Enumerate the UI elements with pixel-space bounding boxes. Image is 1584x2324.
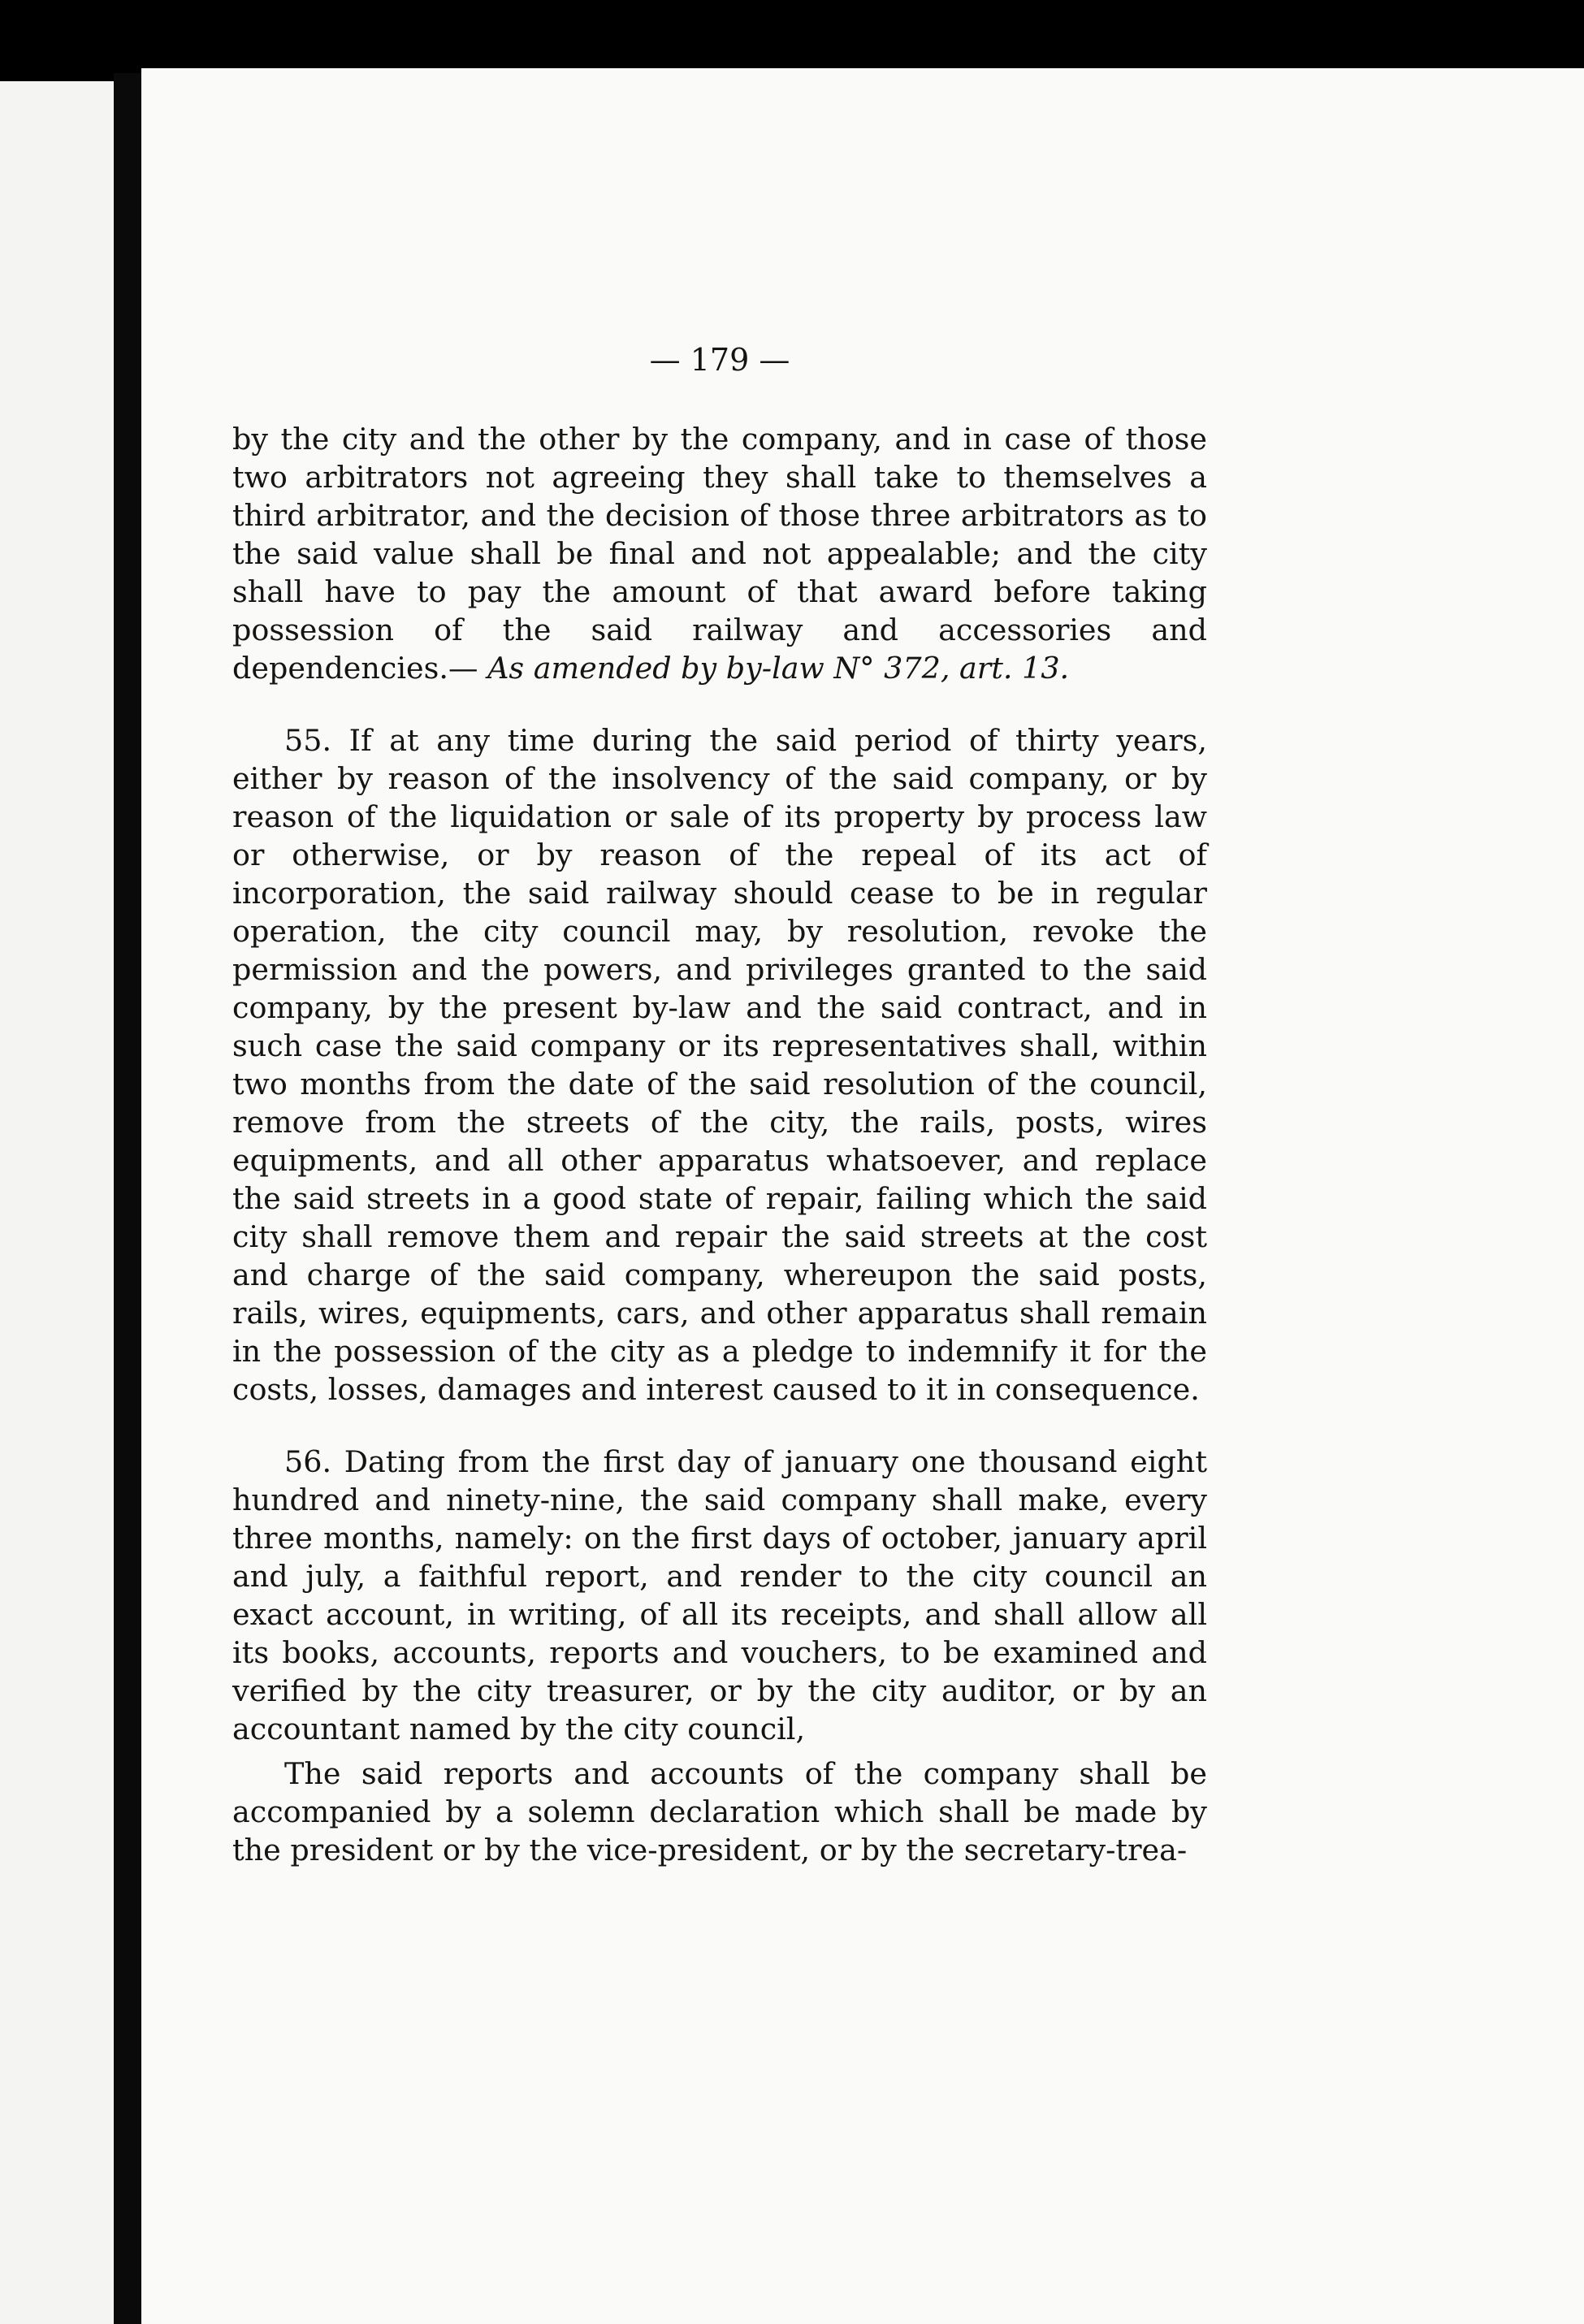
paragraph-reports: The said reports and accounts of the company shall be accompanied by a solemn declaration which shall be made by the president or by the vice-president, or by the secretary-trea-: [232, 1756, 1207, 1867]
paragraph-continuation: [232, 420, 1207, 687]
paragraph-text: by the city and the other by the company, and in case of those two arbitrators not agreeing they shall take to themselves a third arbitrator, and the decision of those three arbitrators as to the said value shall be final and not appealable; and the city shall have to pay the amount of that award before taking possession of the said railway and accessories and dependencies.—: [232, 422, 1207, 686]
paragraph-section-55: 55. If at any time during the said period of thirty years, either by reason of the insolvency of the said company, or by reason of the liquidation or sale of its property by process law or otherwise, or by reason of the repeal of its act of incorporation, the said railway should cease to be in regular operation, the city council may, by resolution, revoke the permission and the powers, and privileges granted to the said company, by the present by-law and the said contract, and in such case the said company or its representatives shall, within two months from the date of the said resolution of the council, remove from the streets of the city, the rails, posts, wires equipments, and all other apparatus whatsoever, and replace the said streets in a good state of repair, failing which the said city shall remove them and repair the said streets at the cost and charge of the said company, whereupon the said posts, rails, wires, equipments, cars, and other apparatus shall remain in the possession of the city as a pledge to indemnify it for the costs, losses, damages and interest caused to it in consequence.: [232, 723, 1207, 1407]
book-spine-shadow: [114, 73, 141, 2324]
page-text-block: [232, 341, 1207, 1869]
page-number: — 179 —: [649, 342, 790, 378]
paragraph-section-56: 56. Dating from the first day of january one thousand eight hundred and ninety-nine, the said company shall make, every three months, namely: on the first days of october, january april and july, a faithful report, and render to the city council an exact account, in writing, of all its receipts, and shall allow all its books, accounts, reports and vouchers, to be examined and verified by the city treasurer, or by the city auditor, or by an accountant named by the city council,: [232, 1444, 1207, 1746]
facing-page-edge: [0, 81, 114, 2324]
amendment-note: As amended by by-law N° 372, art. 13.: [487, 651, 1070, 686]
